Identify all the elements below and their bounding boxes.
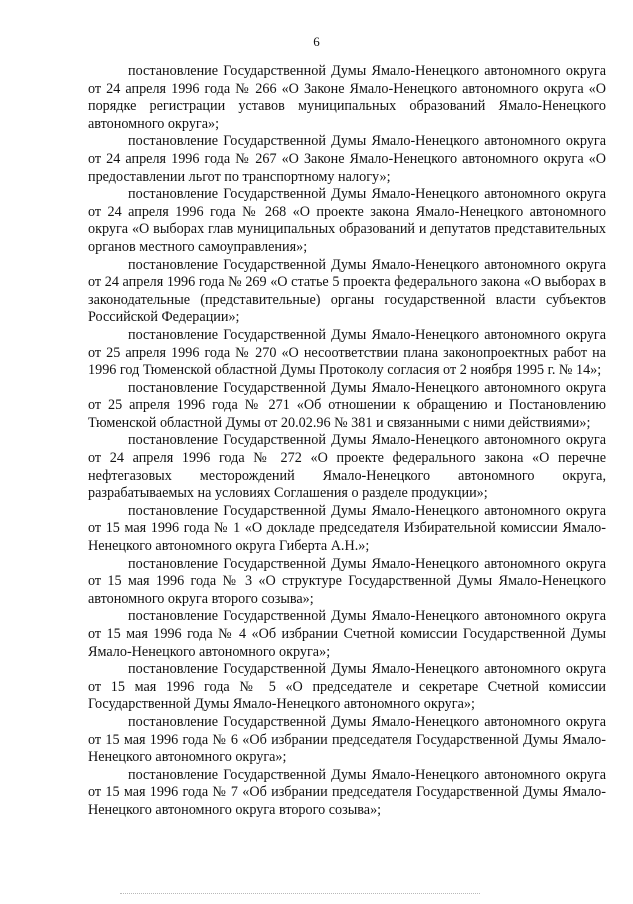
list-item: постановление Государственной Думы Ямало-Ненецкого автономного округа от 24 апреля 1996 года № 267 «О Законе Ямало-Ненецкого автономного округа «О предоставлении льгот по транспортному налогу»; xyxy=(88,133,606,185)
list-item: постановление Государственной Думы Ямало-Ненецкого автономного округа от 24 апреля 1996 года № 268 «О проекте закона Ямало-Ненецкого автономного округа «О выборах глав муниципальных образований и депутатов представительных органов местного самоуправления»; xyxy=(88,186,606,255)
list-item: постановление Государственной Думы Ямало-Ненецкого автономного округа от 15 мая 1996 года № 3 «О структуре Государственной Думы Ямало-Ненецкого автономного округа второго созыва»; xyxy=(88,555,606,607)
list-item: постановление Государственной Думы Ямало-Ненецкого автономного округа от 15 мая 1996 года № 5 «О председателе и секретаре Счетной комиссии Государственной Думы Ямало-Ненецкого автономного округа»; xyxy=(88,661,606,713)
list-item: постановление Государственной Думы Ямало-Ненецкого автономного округа от 15 мая 1996 года № 6 «Об избрании председателя Государственной Думы Ямало-Ненецкого автономного округа»; xyxy=(88,713,606,766)
list-item: постановление Государственной Думы Ямало-Ненецкого автономного округа от 25 апреля 1996 года № 271 «Об отношении к обращению и Постановлению Тюменской областной Думы от 20.02.96 № 381 и связанными с ними действиями»; xyxy=(88,379,606,431)
list-item: постановление Государственной Думы Ямало-Ненецкого автономного округа от 15 мая 1996 года № 1 «О докладе председателя Избирательной комиссии Ямало-Ненецкого автономного округа Гиберта А.Н.»; xyxy=(88,502,606,555)
list-item: постановление Государственной Думы Ямало-Ненецкого автономного округа от 25 апреля 1996 года № 270 «О несоответствии плана законопроектных работ на 1996 год Тюменской областной Думы Протоколу согласия от 2 ноября 1995 г. № 14»; xyxy=(88,326,606,379)
scan-artifact-line xyxy=(120,893,480,896)
page-number: 6 xyxy=(313,34,320,49)
list-item: постановление Государственной Думы Ямало-Ненецкого автономного округа от 24 апреля 1996 года № 269 «О статье 5 проекта федерального закона «О выборах в законодательные (представительные) органы государственной власти субъектов Российской Федерации»; xyxy=(88,256,606,326)
list-item: постановление Государственной Думы Ямало-Ненецкого автономного округа от 24 апреля 1996 года № 266 «О Законе Ямало-Ненецкого автономного округа «О порядке регистрации уставов муниципальных образований Ямало-Ненецкого автономного округа»; xyxy=(88,63,606,132)
list-item: постановление Государственной Думы Ямало-Ненецкого автономного округа от 15 мая 1996 года № 4 «Об избрании Счетной комиссии Государственной Думы Ямало-Ненецкого автономного округа»; xyxy=(88,608,606,660)
list-item: постановление Государственной Думы Ямало-Ненецкого автономного округа от 24 апреля 1996 года № 272 «О проекте федерального закона «О перечне нефтегазовых месторождений Ямало-Ненецкого автономного округа, разрабатываемых на условиях Соглашения о разделе продукции»; xyxy=(88,432,606,502)
list-item: постановление Государственной Думы Ямало-Ненецкого автономного округа от 15 мая 1996 года № 7 «Об избрании председателя Государственной Думы Ямало-Ненецкого автономного округа второго созыва»; xyxy=(88,766,606,818)
document-body xyxy=(88,63,606,820)
